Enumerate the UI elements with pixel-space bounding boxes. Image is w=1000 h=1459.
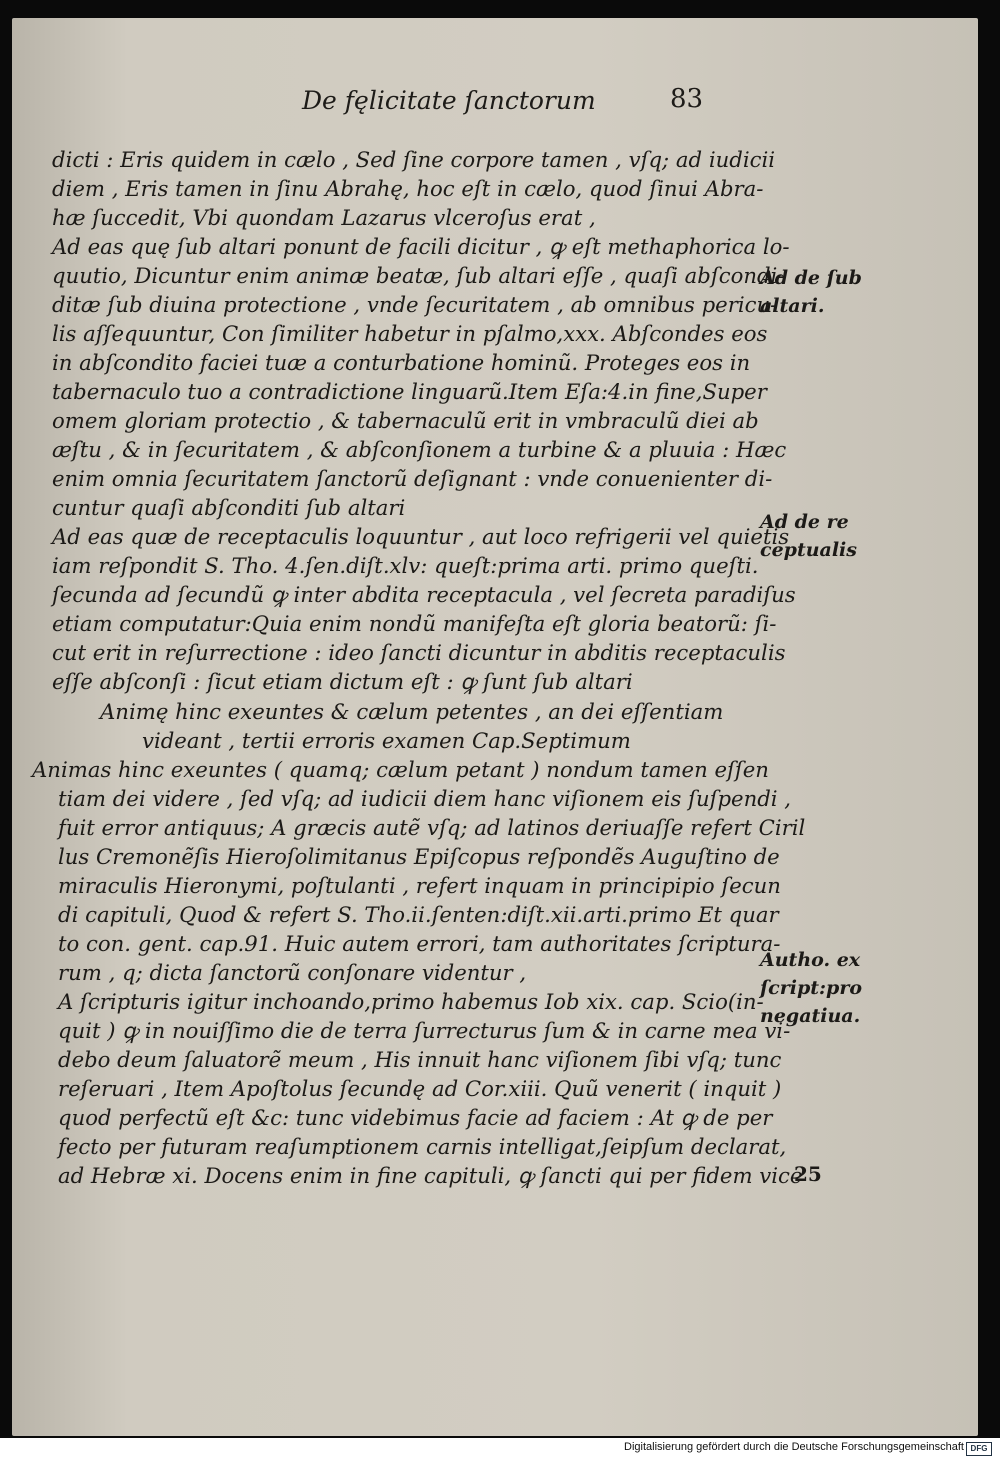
- text-line: tiam dei videre , ſed vſq; ad iudicii diem hanc viſionem eis ſuſpendi ,: [58, 786, 792, 811]
- text-line: omem gloriam protectio , & tabernaculũ erit in vmbraculũ diei ab: [52, 408, 759, 433]
- book-page: [12, 18, 978, 1436]
- text-line: lus Cremonẽſis Hieroſolimitanus Epiſcopus reſpondẽs Auguſtino de: [58, 844, 780, 869]
- text-line: diem , Eris tamen in ſinu Abrahę, hoc eſt in cælo, quod ſinui Abra-: [52, 176, 764, 201]
- text-line: cuntur quaſi abſconditi ſub altari: [52, 495, 406, 520]
- text-line: reſeruari , Item Apoſtolus ſecundę ad Cor.xiii. Quũ venerit ( inquit ): [58, 1076, 782, 1101]
- page-number: 83: [670, 84, 704, 114]
- dfg-logo-icon: DFG: [966, 1442, 992, 1456]
- text-line: rum , q; dicta ſanctorũ conſonare videntur ,: [58, 960, 527, 985]
- text-line: miraculis Hieronymi, poſtulanti , refert inquam in principipio ſecun: [58, 873, 781, 898]
- margin-note-line: ſcript:pro: [760, 977, 863, 999]
- margin-note-line: ceptualis: [760, 539, 857, 561]
- text-line: æſtu , & in ſecuritatem , & abſconſionem a turbine & a pluuia : Hæc: [52, 437, 787, 462]
- text-line: etiam computatur:Quia enim nondũ manifeſta eſt gloria beatorũ: ſi-: [52, 611, 777, 636]
- chapter-heading-line: Animę hinc exeuntes & cælum petentes , an dei eſſentiam: [100, 699, 724, 724]
- margin-note-line: Ad de re: [760, 511, 849, 533]
- text-line: debo deum ſaluatorẽ meum , His innuit hanc viſionem ſibi vſq; tunc: [58, 1047, 782, 1072]
- text-line: fecto per futuram reaſumptionem carnis intelligat,ſeipſum declarat,: [58, 1134, 787, 1159]
- footer-bar: [0, 1438, 1000, 1459]
- funding-credit: Digitalisierung gefördert durch die Deutsche Forschungsgemeinschaft: [624, 1441, 964, 1453]
- text-line: cut erit in reſurrectione : ideo ſancti dicuntur in abditis receptaculis: [52, 640, 786, 665]
- text-line: Ad eas quæ de receptaculis loquuntur , aut loco refrigerii vel quietis: [52, 524, 790, 549]
- text-line: in abſcondito faciei tuæ a conturbatione hominũ. Proteges eos in: [52, 350, 751, 375]
- margin-note-line: Ad de ſub: [760, 267, 862, 289]
- text-line: A ſcripturis igitur inchoando,primo habemus Iob xix. cap. Scio(in-: [58, 989, 764, 1014]
- text-line: ad Hebræ xi. Docens enim in fine capituli, ꝙ ſancti qui per fidem vice: [58, 1163, 803, 1188]
- text-line: lis aſſequuntur, Con ſimiliter habetur in pſalmo,xxx. Abſcondes eos: [52, 321, 768, 346]
- running-head: De fęlicitate ſanctorum: [302, 86, 596, 115]
- text-line: fuit error antiquus; A græcis autẽ vſq; ad latinos deriuaſſe refert Ciril: [58, 815, 806, 840]
- text-line: enim omnia ſecuritatem ſanctorũ deſignant : vnde conuenienter di-: [52, 466, 773, 491]
- margin-note-line: negatiua.: [760, 1005, 861, 1027]
- margin-note: [760, 946, 862, 1030]
- text-line: Animas hinc exeuntes ( quamq; cælum petant ) nondum tamen eſſen: [32, 757, 769, 782]
- margin-note: [760, 508, 857, 564]
- text-line: ſecunda ad ſecundũ ꝙ inter abdita receptacula , vel ſecreta paradiſus: [52, 582, 796, 607]
- margin-note-line: altari.: [760, 295, 825, 317]
- text-line: to con. gent. cap.91. Huic autem errori, tam authoritates ſcriptura-: [58, 931, 781, 956]
- text-line: tabernaculo tuo a contradictione linguarũ.Item Eſa:4.in fine,Super: [52, 379, 767, 404]
- text-line: eſſe abſconſi : ſicut etiam dictum eſt : ꝙ ſunt ſub altari: [52, 669, 633, 694]
- text-line: di capituli, Quod & refert S. Tho.ii.ſenten:diſt.xii.arti.primo Et quar: [58, 902, 779, 927]
- text-line: quit ) ꝙ in nouiſſimo die de terra ſurrecturus ſum & in carne mea vi-: [58, 1018, 791, 1043]
- text-line: hæ ſuccedit, Vbi quondam Lazarus vlceroſus erat ,: [52, 205, 596, 230]
- chapter-heading-line: videant , tertii erroris examen Cap.Septimum: [142, 728, 631, 753]
- catchword: 25: [794, 1162, 822, 1186]
- text-line: quutio, Dicuntur enim animæ beatæ, ſub altari eſſe , quaſi abſcondi-: [52, 263, 785, 288]
- margin-note: [760, 264, 862, 320]
- text-line: Ad eas quę ſub altari ponunt de facili dicitur , ꝙ eſt methaphorica lo-: [52, 234, 790, 259]
- margin-note-line: Autho. ex: [760, 949, 861, 971]
- text-line: iam reſpondit S. Tho. 4.ſen.diſt.xlv: queſt:prima arti. primo queſti.: [52, 553, 759, 578]
- text-line: dicti : Eris quidem in cælo , Sed ſine corpore tamen , vſq; ad iudicii: [52, 147, 776, 172]
- text-line: quod perfectũ eſt &c: tunc videbimus facie ad faciem : At ꝙ de per: [58, 1105, 773, 1130]
- text-line: ditæ ſub diuina protectione , vnde ſecuritatem , ab omnibus pericu-: [52, 292, 778, 317]
